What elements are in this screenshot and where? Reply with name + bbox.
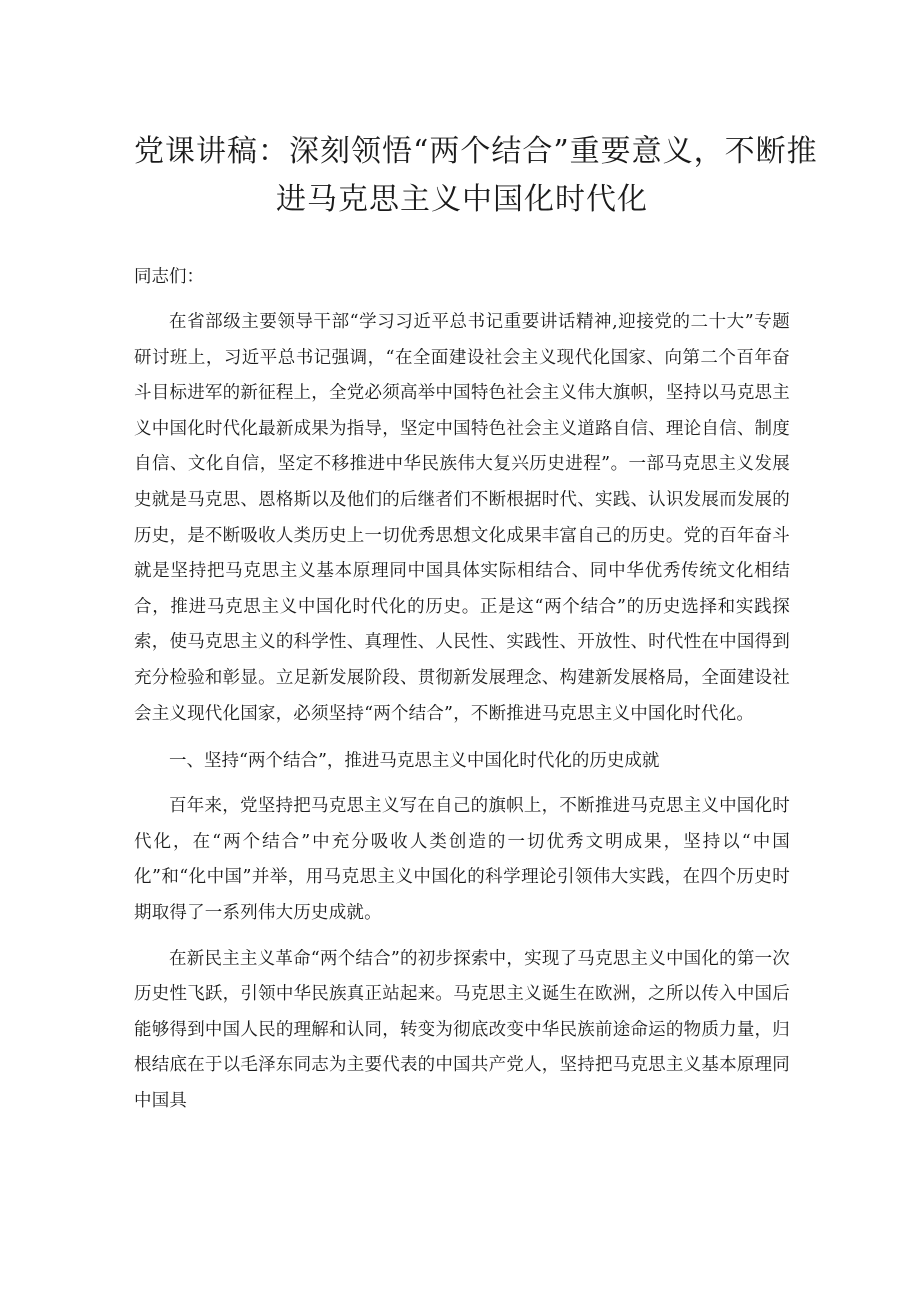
paragraph-achievements: 百年来，党坚持把马克思主义写在自己的旗帜上，不断推进马克思主义中国化时代化，在“两个结合”中充分吸收人类创造的一切优秀文明成果，坚持以“中国化”和“化中国”并举，用马克思主义中国化的科学理论引领伟大实践，在四个历史时期取得了一系列伟大历史成就。	[134, 796, 790, 923]
title-line-1: 党课讲稿：深刻领悟“两个结合”重要意义，不断推	[134, 134, 818, 169]
salutation: 同志们：	[134, 267, 204, 287]
paragraph-intro: 在省部级主要领导干部“学习习近平总书记重要讲话精神,迎接党的二十大”专题研讨班上，习近平总书记强调，“在全面建设社会主义现代化国家、向第二个百年奋斗目标进军的新征程上，全党必须高举中国特色社会主义伟大旗帜，坚持以马克思主义中国化时代化最新成果为指导，坚定中国特色社会主义道路自信、理论自信、制度自信、文化自信，坚定不移推进中华民族伟大复兴历史进程”。一部马克思主义发展史就是马克思、恩格斯以及他们的后继者们不断根据时代、实践、认识发展而发展的历史，是不断吸收人类历史上一切优秀思想文化成果丰富自己的历史。党的百年奋斗就是坚持把马克思主义基本原理同中国具体实际相结合、同中华优秀传统文化相结合，推进马克思主义中国化时代化的历史。正是这“两个结合”的历史选择和实践探索，使马克思主义的科学性、真理性、人民性、实践性、开放性、时代性在中国得到充分检验和彰显。立足新发展阶段、贯彻新发展理念、构建新发展格局，全面建设社会主义现代化国家，必须坚持“两个结合”，不断推进马克思主义中国化时代化。	[134, 312, 790, 724]
section-heading-1: 一、坚持“两个结合”，推进马克思主义中国化时代化的历史成就	[169, 751, 660, 772]
document-title	[134, 128, 818, 224]
paragraph-new-democratic: 在新民主主义革命“两个结合”的初步探索中，实现了马克思主义中国化的第一次历史性飞跃，引领中华民族真正站起来。马克思主义诞生在欧洲，之所以传入中国后能够得到中国人民的理解和认同，转变为彻底改变中华民族前途命运的物质力量，归根结底在于以毛泽东同志为主要代表的中国共产党人，坚持把马克思主义基本原理同中国具	[134, 948, 790, 1111]
title-line-2: 进马克思主义中国化时代化	[276, 182, 648, 217]
